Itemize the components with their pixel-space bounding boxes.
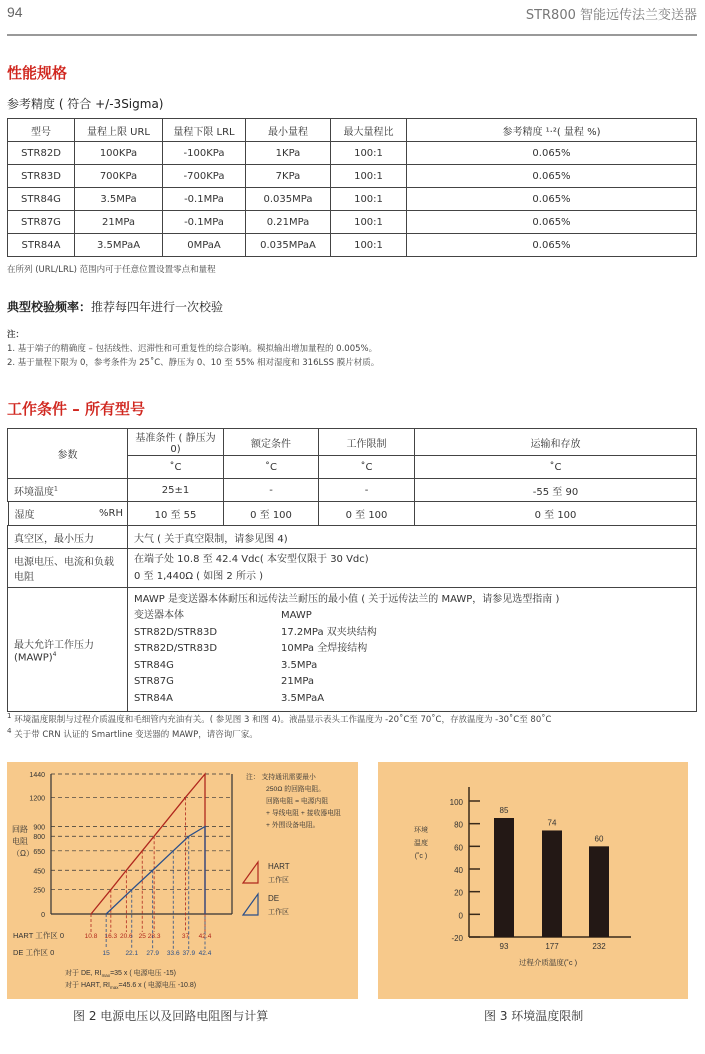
cell: 100:1 bbox=[331, 188, 407, 211]
x-value-label: 33.6 bbox=[166, 950, 180, 957]
cell: 0.065% bbox=[407, 165, 697, 188]
table-row bbox=[8, 502, 697, 526]
cell: 0 至 100 bbox=[319, 502, 415, 526]
data-label: 60 bbox=[594, 834, 604, 844]
mawp-row bbox=[134, 674, 692, 691]
unit-cell: ˚C bbox=[128, 456, 224, 479]
unit-cell: ˚C bbox=[224, 456, 319, 479]
cell: 100:1 bbox=[331, 165, 407, 188]
legend-triangle-hart bbox=[243, 862, 258, 883]
legend-sub: 工作区 bbox=[268, 877, 289, 884]
cell: 10 至 55 bbox=[128, 502, 224, 526]
header-rule bbox=[7, 34, 697, 36]
cell: STR84G bbox=[8, 188, 75, 211]
mawp-row bbox=[134, 625, 692, 642]
y-axis-label: 环境 bbox=[414, 827, 428, 834]
cell: STR82D bbox=[8, 142, 75, 165]
mawp-cell: MAWP bbox=[281, 610, 312, 622]
cell-line: 0 至 1,440Ω ( 如图 2 所示 ) bbox=[134, 571, 264, 582]
operating-conditions-table bbox=[7, 428, 697, 712]
table-note: 在所列 (URL/LRL) 范围内可于任意位置设置零点和量程 bbox=[7, 265, 216, 275]
x-value-label: 42.4 bbox=[198, 933, 212, 940]
y-axis-label: （Ω） bbox=[12, 849, 34, 858]
cell: 1KPa bbox=[246, 142, 331, 165]
row-label: DE 工作区 0 bbox=[13, 948, 55, 957]
bar bbox=[494, 818, 514, 937]
series-line-hart bbox=[91, 774, 205, 914]
mawp-cell: STR87G bbox=[134, 676, 174, 688]
mawp-row bbox=[134, 608, 692, 625]
x-value-label: 42.4 bbox=[198, 950, 212, 957]
x-value-label: 28.3 bbox=[147, 933, 161, 940]
mawp-cell: STR82D/STR83D bbox=[134, 626, 218, 638]
mawp-cell: 变送器本体 bbox=[134, 610, 184, 622]
table-row bbox=[8, 211, 697, 234]
y-tick-label: 40 bbox=[454, 866, 463, 875]
y-tick-label: 0 bbox=[458, 911, 463, 921]
y-tick-label: -20 bbox=[451, 934, 463, 943]
x-value-label: 16.3 bbox=[104, 933, 118, 940]
cell: 0.065% bbox=[407, 234, 697, 257]
section-title-performance: 性能规格 bbox=[7, 64, 68, 82]
data-label: 85 bbox=[499, 806, 509, 815]
col-header: 工作限制 bbox=[319, 429, 415, 456]
chart-note: 注： 支持通讯需要最小 bbox=[246, 774, 316, 781]
bar bbox=[542, 830, 562, 937]
cell: STR87G bbox=[8, 211, 75, 234]
footnote-4: $^4$ 关于带 CRN 认证的 Smartline 变送器的 MAWP，请咨询厂家。 bbox=[7, 726, 258, 740]
col-header: 量程下限 LRL bbox=[163, 119, 246, 142]
row-label: 湿度 %RH bbox=[8, 502, 128, 525]
table-row bbox=[8, 188, 697, 211]
row-label: 最大允许工作压力 (MAWP)$^4$ bbox=[8, 588, 128, 712]
unit-cell: ˚C bbox=[415, 456, 697, 479]
page-number: 94 bbox=[7, 4, 23, 20]
col-header: 基准条件 ( 静压为 0) bbox=[128, 429, 224, 456]
cell: 100KPa bbox=[75, 142, 163, 165]
mawp-cell: STR84G bbox=[134, 659, 174, 671]
cell: 21MPa bbox=[75, 211, 163, 234]
mawp-cell: 17.2MPa 双夹块结构 bbox=[281, 626, 377, 638]
cell: 100:1 bbox=[331, 211, 407, 234]
cell: -55 至 90 bbox=[415, 479, 697, 502]
table-row bbox=[8, 234, 697, 257]
cell: 25±1 bbox=[128, 479, 224, 502]
y-axis-label: 电阻 bbox=[12, 837, 28, 846]
cell: -700KPa bbox=[163, 165, 246, 188]
cell: 0.065% bbox=[407, 188, 697, 211]
bar bbox=[589, 846, 609, 937]
cell: - bbox=[319, 479, 415, 502]
table-row bbox=[8, 165, 697, 188]
y-tick-label: 100 bbox=[449, 798, 463, 807]
figure-3-chart bbox=[370, 760, 705, 1005]
cell: STR84A bbox=[8, 234, 75, 257]
legend-sub: 工作区 bbox=[268, 909, 289, 916]
y-tick-label: 80 bbox=[454, 820, 463, 830]
cell: 0.035MPa bbox=[246, 188, 331, 211]
table-row bbox=[8, 479, 697, 502]
x-value-label: 15 bbox=[102, 950, 110, 957]
cell: - bbox=[224, 479, 319, 502]
x-value-label: 37.9 bbox=[182, 950, 196, 957]
x-axis-label: 过程介质温度(˚c ) bbox=[518, 958, 578, 967]
note-1: 1. 基于端子的精确度 – 包括线性、迟滞性和可重复性的综合影响。模拟输出增加量程的 0.005%。 bbox=[7, 344, 378, 354]
calibration-text: 推荐每四年进行一次校验 bbox=[91, 300, 224, 314]
cell: 0.21MPa bbox=[246, 211, 331, 234]
col-header: 运输和存放 bbox=[415, 429, 697, 456]
y-tick-label: 0 bbox=[41, 912, 45, 919]
mawp-cell: 10MPa 全焊接结构 bbox=[281, 643, 368, 655]
cell: 100:1 bbox=[331, 234, 407, 257]
mawp-row bbox=[134, 641, 692, 658]
param-header: 参数 bbox=[8, 429, 128, 479]
chart-note: 250Ω 的回路电阻。 bbox=[266, 786, 326, 793]
figure-2-chart bbox=[0, 760, 370, 1005]
data-label: 74 bbox=[547, 818, 557, 828]
document-title: STR800 智能远传法兰变送器 bbox=[525, 8, 697, 23]
cell: -0.1MPa bbox=[163, 211, 246, 234]
formula: 对于 DE, $RI_{max}=35$ x ( 电源电压 -15) bbox=[65, 970, 177, 978]
mawp-cell: STR82D/STR83D bbox=[134, 643, 218, 655]
legend-triangle-de bbox=[243, 894, 258, 915]
y-tick-label: 20 bbox=[454, 888, 463, 898]
cell: 700KPa bbox=[75, 165, 163, 188]
col-header: 量程上限 URL bbox=[75, 119, 163, 142]
col-header: 型号 bbox=[8, 119, 75, 142]
col-header: 最小量程 bbox=[246, 119, 331, 142]
col-header: 最大量程比 bbox=[331, 119, 407, 142]
mawp-row bbox=[134, 658, 692, 675]
series-line-de bbox=[106, 827, 205, 915]
cell: 100:1 bbox=[331, 142, 407, 165]
y-axis-label: (˚c ) bbox=[414, 853, 428, 860]
y-tick-label: 1440 bbox=[29, 772, 45, 779]
col-header: 额定条件 bbox=[224, 429, 319, 456]
y-tick-label: 250 bbox=[33, 887, 45, 895]
legend-name: DE bbox=[268, 894, 280, 903]
x-value-label: 22.1 bbox=[125, 950, 139, 957]
cell: 大气 ( 关于真空限制，请参见图 4) bbox=[128, 526, 697, 549]
legend-name: HART bbox=[268, 862, 290, 871]
col-header: 参考精度 ¹·²( 量程 %) bbox=[407, 119, 697, 142]
mawp-cell: STR84A bbox=[134, 692, 173, 704]
y-tick-label: 450 bbox=[33, 868, 45, 876]
y-tick-label: 1200 bbox=[29, 795, 45, 803]
chart-note: 回路电阻 = 电源内阻 bbox=[266, 798, 329, 805]
cell: 0.065% bbox=[407, 211, 697, 234]
row-label: 环境温度$^1$ bbox=[8, 479, 128, 502]
table-row bbox=[8, 588, 697, 712]
y-axis-label: 温度 bbox=[414, 840, 428, 847]
x-value-label: 25 bbox=[138, 933, 146, 940]
cell: -100KPa bbox=[163, 142, 246, 165]
x-tick-label: 232 bbox=[592, 942, 606, 951]
mawp-cell: 3.5MPaA bbox=[281, 692, 325, 704]
accuracy-table bbox=[7, 118, 697, 257]
cell: 0.065% bbox=[407, 142, 697, 165]
figure-2-caption: 图 2 电源电压以及回路电阻图与计算 bbox=[73, 1009, 269, 1023]
y-axis-label: 回路 bbox=[12, 825, 28, 834]
calibration-label: 典型校验频率： bbox=[7, 300, 92, 314]
row-label: 电源电压、电流和负载电阻 bbox=[8, 549, 128, 588]
y-tick-label: 800 bbox=[33, 834, 45, 842]
mawp-cell: 3.5MPa bbox=[281, 659, 318, 671]
chart-note: + 导线电阻 + 接收器电阻 bbox=[266, 810, 341, 817]
table-row bbox=[8, 526, 697, 549]
cell: 0 至 100 bbox=[224, 502, 319, 526]
formula: 对于 HART, $RI_{max}=45.6$ x ( 电源电压 -10.8) bbox=[65, 982, 197, 990]
mawp-cell: 21MPa bbox=[281, 676, 315, 688]
cell: 3.5MPaA bbox=[75, 234, 163, 257]
cell: 0 至 100 bbox=[415, 502, 697, 526]
table-row bbox=[8, 549, 697, 588]
cell: 3.5MPa bbox=[75, 188, 163, 211]
mawp-row bbox=[134, 691, 692, 708]
cell-line: 在端子处 10.8 至 42.4 Vdc( 本安型仅限于 30 Vdc) bbox=[134, 554, 369, 565]
section-title-operating: 工作条件 – 所有型号 bbox=[7, 400, 145, 418]
cell: STR83D bbox=[8, 165, 75, 188]
note-2: 2. 基于量程下限为 0，参考条件为 25˚C、静压为 0、10 至 55% 相对湿度和 316LSS 膜片材质。 bbox=[7, 358, 380, 368]
table-row bbox=[8, 142, 697, 165]
cell: -0.1MPa bbox=[163, 188, 246, 211]
figure-3-caption: 图 3 环境温度限制 bbox=[484, 1009, 584, 1023]
chart-note: + 外围设备电阻。 bbox=[266, 822, 320, 829]
x-value-label: 37 bbox=[181, 933, 190, 940]
accuracy-subtitle: 参考精度 ( 符合 +/-3Sigma) bbox=[7, 97, 164, 111]
y-tick-label: 60 bbox=[454, 843, 463, 853]
row-label: HART 工作区 0 bbox=[13, 931, 64, 940]
y-tick-label: 900 bbox=[33, 824, 45, 832]
notes-label: 注： bbox=[7, 330, 25, 340]
cell: 0MPaA bbox=[163, 234, 246, 257]
row-label: 真空区，最小压力 bbox=[8, 526, 128, 549]
x-value-label: 27.9 bbox=[146, 950, 160, 957]
x-value-label: 20.6 bbox=[120, 933, 133, 940]
unit-cell: ˚C bbox=[319, 456, 415, 479]
mawp-intro: MAWP 是变送器本体耐压和远传法兰耐压的最小值 ( 关于远传法兰的 MAWP，请参见选型指南 ) bbox=[134, 593, 560, 605]
x-tick-label: 93 bbox=[499, 942, 509, 951]
cell: 0.035MPaA bbox=[246, 234, 331, 257]
x-value-label: 10.8 bbox=[84, 933, 98, 940]
footnote-1: $^1$ 环境温度限制与过程介质温度和毛细管内充油有关。( 参见图 3 和图 4)。液晶显示表头工作温度为 -20˚C至 70˚C，存放温度为 -30˚C至 80˚C bbox=[7, 711, 552, 725]
x-tick-label: 177 bbox=[545, 942, 559, 951]
cell: 7KPa bbox=[246, 165, 331, 188]
y-tick-label: 650 bbox=[33, 848, 45, 856]
